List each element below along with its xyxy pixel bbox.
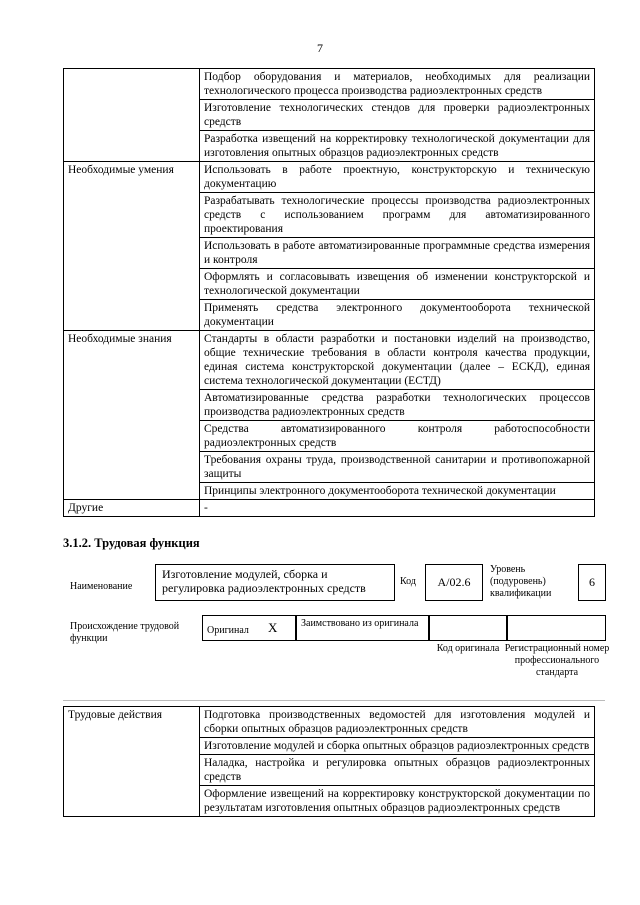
row-label	[64, 69, 200, 162]
borrowed-label: Заимствовано из оригинала	[296, 615, 429, 641]
table-row	[64, 707, 595, 738]
row-label: Необходимые умения	[64, 162, 200, 331]
table-cell: Автоматизированные средства разработки технологических процессов производства радиоэлектронных средств	[200, 390, 595, 421]
table-cell: Изготовление технологических стендов для проверки радиоэлектронных средств	[200, 100, 595, 131]
code-label: Код	[400, 576, 416, 587]
table-cell: Подбор оборудования и материалов, необходимых для реализации технологического процесса производства радиоэлектронных средств	[200, 69, 595, 100]
table-cell: Использовать в работе проектную, конструкторскую и техническую документацию	[200, 162, 595, 193]
table-row	[64, 162, 595, 193]
table-cell: Разрабатывать технологические процессы производства радиоэлектронных средств с использованием программ для автоматизированного проектирования	[200, 193, 595, 238]
code-original-cell	[429, 615, 507, 641]
level-field: 6	[578, 564, 606, 601]
row-label: Необходимые знания	[64, 331, 200, 500]
code-original-caption: Код оригинала	[436, 643, 500, 654]
section-title: 3.1.2. Трудовая функция	[63, 536, 200, 550]
table-cell: Наладка, настройка и регулировка опытных образцов радиоэлектронных средств	[200, 755, 595, 786]
table-cell: Требования охраны труда, производственной санитарии и противопожарной защиты	[200, 452, 595, 483]
table-row	[64, 331, 595, 390]
name-label: Наименование	[70, 581, 133, 592]
table-cell: Подготовка производственных ведомостей для изготовления модулей и сборки опытных образцов радиоэлектронных средств	[200, 707, 595, 738]
table-cell: Средства автоматизированного контроля работоспособности радиоэлектронных средств	[200, 421, 595, 452]
table-cell: Оформлять и согласовывать извещения об изменении конструкторской и технологической документации	[200, 269, 595, 300]
original-label: Оригинал	[207, 625, 249, 636]
original-mark: X	[268, 620, 278, 635]
table-cell: Разработка извещений на корректировку технологической документации для изготовления опытных образцов радиоэлектронных средств	[200, 131, 595, 162]
table-cell: Изготовление модулей и сборка опытных образцов радиоэлектронных средств	[200, 738, 595, 755]
requirements-table	[63, 68, 595, 517]
function-name-field: Изготовление модулей, сборка и регулировка радиоэлектронных средств	[155, 564, 395, 601]
table-cell: Стандарты в области разработки и постановки изделий на производство, общие технические требования в области контроля качества продукции, единая система конструкторской документации (далее – ЕСКД), единая система технологической документации (ЕСТД)	[200, 331, 595, 390]
reg-number-caption: Регистрационный номер профессионального стандарта	[504, 643, 610, 678]
row-label: Трудовые действия	[64, 707, 200, 817]
row-label: Другие	[64, 500, 200, 517]
labor-actions-table	[63, 706, 595, 817]
table-cell: Применять средства электронного документооборота технической документации	[200, 300, 595, 331]
code-field: A/02.6	[425, 564, 483, 601]
separator-line	[63, 700, 605, 701]
page-number: 7	[317, 41, 323, 55]
table-cell: Принципы электронного документооборота технической документации	[200, 483, 595, 500]
reg-number-cell	[507, 615, 606, 641]
table-row	[64, 500, 595, 517]
table-cell: Оформление извещений на корректировку конструкторской документации по результатам изготовления опытных образцов радиоэлектронных средств	[200, 786, 595, 817]
table-cell: -	[200, 500, 595, 517]
origin-label: Происхождение трудовой функции	[70, 621, 180, 644]
table-cell: Использовать в работе автоматизированные программные средства измерения и контроля	[200, 238, 595, 269]
table-row	[64, 69, 595, 100]
level-label: Уровень (подуровень) квалификации	[490, 564, 552, 599]
